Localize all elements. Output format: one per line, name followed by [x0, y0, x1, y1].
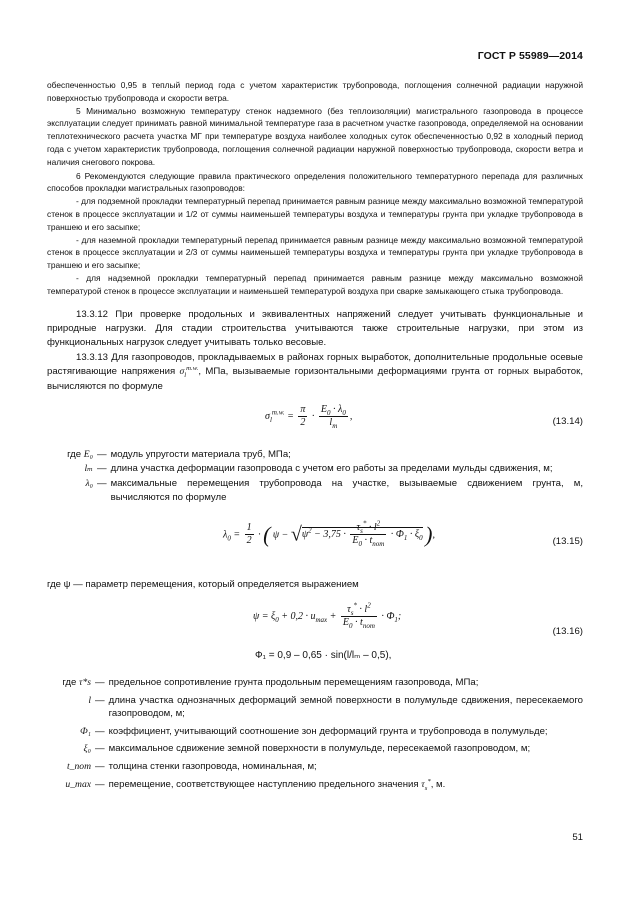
page-content	[47, 79, 583, 795]
equation-body: $\sigma_l^{m.w.}$ = $\frac{\pi}{2}$ · $\frac{E_0 \cdot \lambda_0}{l_m}$ ,	[265, 403, 353, 430]
definition-item: Ф₁ — коэффициент, учитывающий соотношение зон деформаций грунта и трубопровода в полумульде;	[47, 725, 583, 739]
definition-text: коэффициент, учитывающий соотношение зон деформаций грунта и трубопровода в полумульде;	[108, 725, 548, 737]
definition-term: u_max	[65, 778, 91, 790]
equation-number: (13.15)	[552, 535, 583, 547]
definition-text: максимальные перемещения трубопровода на участке, вызываемые сдвижением грунта, м, вычисляются по формуле	[110, 477, 583, 504]
definition-item: lₘ — длина участка деформации газопровода с учетом его работы за пределами мульды сдвижения, м;	[47, 462, 583, 476]
sigma-symbol: $\sigma_l^{m.w.}$	[179, 364, 199, 380]
definition-item: u_max — перемещение, соответствующее наступлению предельного значения $\tau_s^*$, м.	[47, 778, 583, 792]
definition-text: максимальное сдвижение земной поверхности в полумульде, пересекаемой газопроводом, м;	[108, 743, 531, 755]
note-list-item: - для наземной прокладки температурный перепад принимается равным разнице между максимально возможной температурой стенок в процессе эксплуатации и 2/3 от суммы наименьшей температуры воздуха и температуры грунта при укладке трубопровода в траншею и его засыпке;	[47, 234, 583, 271]
definition-text: перемещение, соответствующее наступлению предельного значения $\tau_s^*$, м.	[108, 777, 446, 792]
note-paragraph: 6 Рекомендуются следующие правила практического определения положительного температурного перепада для различных способов прокладки магистральных газопроводов:	[47, 170, 583, 194]
definition-term: λ₀	[85, 477, 93, 489]
definitions-list	[47, 448, 583, 506]
equation-number: (13.14)	[552, 415, 583, 427]
definition-term: Ф₁	[79, 725, 91, 737]
definition-item: t_nom — толщина стенки газопровода, номинальная, м;	[47, 760, 583, 774]
definition-term: lₘ	[84, 463, 93, 475]
note-list-item: - для подземной прокладки температурный перепад принимается равным разнице между максимально возможной температурой стенок в процессе эксплуатации и 1/2 от суммы наименьшей температуры воздуха и температуры грунта при укладке трубопровода в траншею и его засыпке;	[47, 196, 583, 232]
phi1-formula: Ф₁ = 0,9 – 0,65 · sin(l/lₘ – 0,5),	[255, 650, 392, 662]
body-text	[47, 578, 583, 592]
paragraph-13-3-13	[47, 351, 583, 394]
paragraph-text: 13.3.13 Для газопроводов, прокладываемых в районах горных выработок, дополнительные продольные осевые растягивающие напряжения	[47, 351, 583, 378]
definition-item: где τ*s — предельное сопротивление грунта продольным перемещениям газопровода, МПа;	[47, 676, 583, 690]
definition-term: l	[88, 694, 91, 706]
definition-item: ξ₀ — максимальное сдвижение земной поверхности в полумульде, пересекаемой газопроводом, м;	[47, 742, 583, 756]
definition-text: толщина стенки газопровода, номинальная, м;	[108, 760, 317, 772]
equation-13-15	[47, 520, 583, 566]
definition-term: t_nom	[67, 760, 91, 772]
definition-term: где E₀	[67, 448, 93, 460]
paragraph-13-3-12: 13.3.12 При проверке продольных и эквивалентных напряжений следует учитывать функциональные и природные нагрузки. Для стадии строительства учитываются также строительные нагрузки, при этом из функциональных нагрузок следует учитывать только весовые.	[47, 308, 583, 349]
definition-text: предельное сопротивление грунта продольным перемещениям газопровода, МПа;	[108, 677, 479, 689]
note-list-item: - для надземной прокладки температурный перепад принимается равным разнице между максимально возможной температурой стенок в процессе эксплуатации и наименьшей температурой воздуха при сварке замыкающего стыка трубопровода.	[47, 272, 583, 296]
standard-header: ГОСТ Р 55989—2014	[477, 50, 583, 62]
definition-text: модуль упругости материала труб, МПа;	[110, 448, 291, 460]
definition-item: λ₀ — максимальные перемещения трубопровода на участке, вызываемые сдвижением грунта, м, вычисляются по формуле	[47, 477, 583, 506]
notes-block	[47, 79, 583, 298]
body-text	[47, 308, 583, 394]
definition-text: длина участка деформации газопровода с учетом его работы за пределами мульды сдвижения, м;	[110, 463, 553, 475]
paragraph-text: , МПа, вызываемые горизонтальными деформациями грунта от горных выработок, вычисляются по формуле	[47, 366, 584, 392]
definition-term: ξ₀	[83, 743, 91, 755]
definition-term: где τ*s	[62, 677, 91, 689]
note-paragraph: 5 Минимально возможную температуру стенок надземного (без теплоизоляции) магистрального газопровода в процессе эксплуатации следует принимать равной минимальной температуре газа в расчетном участке газопровода, определяемой на основании теплотехнического расчета участка МГ при температуре воздуха наиболее холодных суток обеспеченностью 0,92 в холодный период года с учетом характеристик трубопровода, поглощения солнечной радиации наружной поверхностью трубопровода, скорости ветра и наличия снегового покрова.	[47, 105, 583, 167]
page-number: 51	[572, 832, 583, 843]
definitions-list	[47, 676, 583, 791]
note-paragraph: обеспеченностью 0,95 в теплый период года с учетом характеристик трубопровода, поглощения солнечной радиации наружной поверхностью трубопровода и скорости ветра.	[47, 80, 583, 103]
definition-text: длина участка однозначных деформаций земной поверхности в полумульде сдвижения, пересекаемого газопроводом, м;	[108, 694, 583, 720]
equation-body: $\psi = \xi_0 + 0,2 \cdot u_{max}$ + $\frac{\tau_s^* \cdot l^2}{E_0 \cdot t_{nom}}$ · $Ф_1$;	[253, 601, 402, 631]
definition-item: l — длина участка однозначных деформаций земной поверхности в полумульде сдвижения, пересекаемого газопроводом, м;	[47, 694, 583, 721]
equation-13-14	[47, 404, 583, 444]
equation-number: (13.16)	[552, 626, 583, 638]
psi-definition: где ψ — параметр перемещения, который определяется выражением	[47, 578, 359, 590]
equation-body: $\lambda_0$ = $\frac{1}{2}$ · ( $\psi - √\psi^2 - 3,75$ · $\frac{\tau_s^* \cdot l^2}{E_0 \cdot t_{nom}}$ · $Ф_1 \cdot \xi_0$ ),	[223, 519, 435, 549]
definition-item: где E₀ — модуль упругости материала труб, МПа;	[47, 448, 583, 462]
equation-13-16	[47, 601, 583, 668]
